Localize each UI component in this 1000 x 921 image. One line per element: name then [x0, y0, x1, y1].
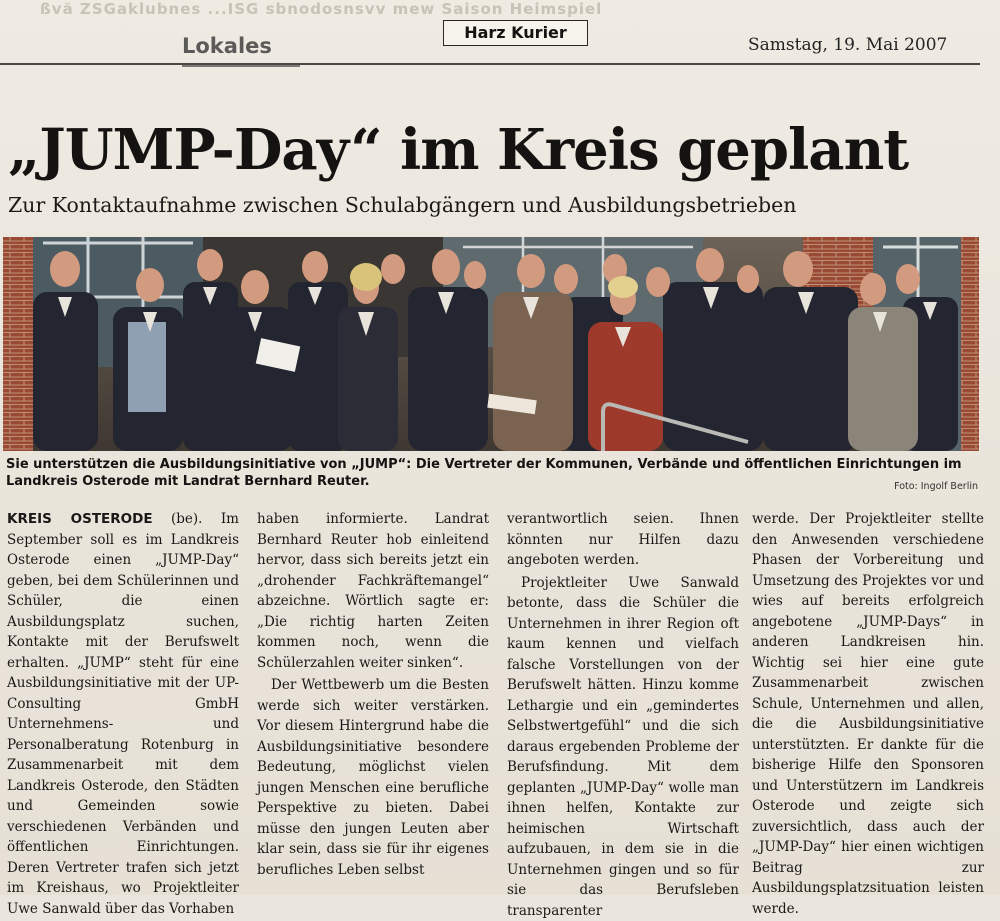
article-dateline: KREIS OSTERODE: [7, 511, 153, 527]
header-rule: [0, 63, 980, 65]
article-body: [0, 509, 1000, 895]
bleed-through-text: ßvä ZSGaklubnes ...ISG sbnodosnsvv mew Saison Heimspiel: [40, 0, 980, 20]
article-headline: „JUMP-Day“ im Kreis geplant: [8, 117, 998, 183]
article-column-2: [257, 509, 489, 880]
article-column-1: [7, 509, 239, 919]
article-paragraph: Der Wettbewerb um die Besten werde sich weiter verstärken. Vor diesem Hintergrund habe die Ausbildungsinitiative besondere Bedeutung, möglichst vielen jungen Menschen eine berufliche Perspektive zu bieten. Dabei müsse den jungen Leuten aber klar sein, dass sie für ihr eigenes berufliches Leben selbst: [257, 675, 489, 880]
article-column-4: [752, 509, 984, 919]
article-subheadline: Zur Kontaktaufnahme zwischen Schulabgängern und Ausbildungsbetrieben: [8, 193, 998, 217]
article-paragraph: werde. Der Projektleiter stellte den Anwesenden verschiedene Phasen der Vorbereitung und Umsetzung des Projektes vor und wies auf bereits erfolgreich angebotene „JUMP-Days“ in anderen Landkreisen hin. Wichtig sei hier eine gute Zusammenarbeit zwischen Schule, Unternehmen und allen, die die Ausbildungsinitiative unterstützten. Er dankte für die bisherige Hilfe den Sponsoren und Unterstützern im Landkreis Osterode und zeigte sich zuversichtlich, dass auch der „JUMP-Day“ hier einen wichtigen Beitrag zur Ausbildungsplatzsituation leisten werde.: [752, 509, 984, 919]
article-column-3: [507, 509, 739, 921]
photo-credit: Foto: Ingolf Berlin: [894, 481, 978, 492]
group-photo: [3, 237, 979, 451]
article-paragraph: (be). Im September soll es im Landkreis Osterode einen „JUMP-Day“ geben, bei dem Schülerinnen und Schüler, die einen Ausbildungsplatz suchen, Kontakte mit der Berufswelt erhalten. „JUMP“ steht für eine Ausbildungsinitiative mit der UP-Consulting GmbH Unternehmens- und Personalberatung Rotenburg in Zusammenarbeit mit dem Landkreis Osterode, den Städten und Gemeinden sowie verschiedenen Verbänden und öffentlichen Einrichtungen. Deren Vertreter trafen sich jetzt im Kreishaus, wo Projektleiter Uwe Sanwald über das Vorhaben: [7, 511, 239, 917]
group-photo-illustration: [3, 237, 979, 451]
article-paragraph: verantwortlich seien. Ihnen könnten nur Hilfen dazu angeboten werden.: [507, 509, 739, 571]
issue-date: Samstag, 19. Mai 2007: [748, 35, 947, 55]
article-paragraph: haben informierte. Landrat Bernhard Reuter hob einleitend hervor, dass sich bereits jetzt ein „drohender Fachkräftemangel“ abzeichne. Wörtlich sagte er: „Die richtig harten Zeiten kommen noch, wenn die Schülerzahlen weiter sinken“.: [257, 509, 489, 673]
newspaper-name: Harz Kurier: [443, 20, 588, 46]
photo-caption: Sie unterstützen die Ausbildungsinitiative von „JUMP“: Die Vertreter der Kommunen, Verbände und öffentlichen Einrichtungen im Landkreis Osterode mit Landrat Bernhard Reuter.: [6, 456, 981, 490]
section-label: Lokales: [182, 34, 272, 58]
article-paragraph: Projektleiter Uwe Sanwald betonte, dass die Schüler die Unternehmen in ihrer Region oft kaum kennen und vielfach falsche Vorstellungen von der Berufswelt hätten. Hinzu komme Lethargie und ein „gemindertes Selbstwertgefühl“ und die sich daraus ergebenden Probleme der Berufsfindung. Mit dem geplanten „JUMP-Day“ wolle man ihnen helfen, Kontakte zur heimischen Wirtschaft aufzubauen, in dem sie in die Unternehmen gingen und so für sie das Berufsleben transparenter: [507, 573, 739, 921]
